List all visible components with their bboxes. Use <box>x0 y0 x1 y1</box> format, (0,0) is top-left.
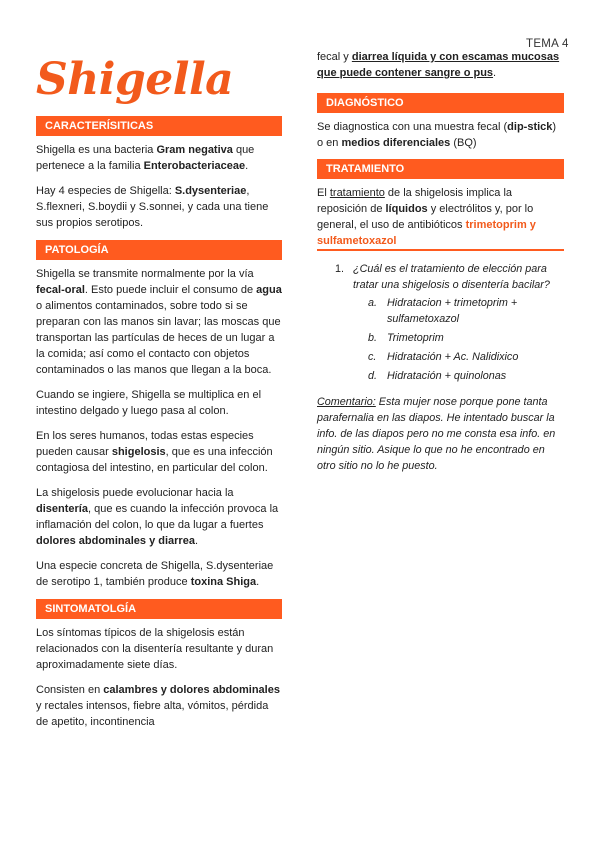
bold-text: shigelosis <box>111 446 166 458</box>
option-letter: d. <box>368 370 378 382</box>
section-patologia <box>36 240 282 590</box>
text-run: Hay 4 especies de Shigella: <box>36 185 175 197</box>
paragraph <box>36 183 282 231</box>
option-letter: b. <box>368 332 378 344</box>
paragraph <box>36 142 282 174</box>
answer-option <box>368 330 564 346</box>
answer-options <box>335 295 564 384</box>
bold-text: S.dysenteriae <box>174 185 247 197</box>
paragraph <box>36 428 282 476</box>
section-heading: CARACTERÍSITICAS <box>36 116 282 136</box>
text-run: ) o en <box>317 121 557 149</box>
paragraph <box>36 485 282 549</box>
paragraph <box>36 558 282 590</box>
option-text: Hidratación + quinolonas <box>387 370 507 382</box>
section-heading: PATOLOGÍA <box>36 240 282 260</box>
bold-text: Enterobacteriaceae <box>143 160 246 172</box>
section-caracteristicas <box>36 116 282 231</box>
paragraph <box>317 119 564 151</box>
text-run: En los seres humanos, todas estas especies pueden causar <box>36 430 254 458</box>
text-run: . Esto puede incluir el consumo de <box>84 284 257 296</box>
answer-option <box>368 349 564 365</box>
text-run: fecal y <box>317 51 352 63</box>
answer-option <box>368 295 564 327</box>
highlighted-text: trimetoprim y sulfametoxazol <box>317 219 536 247</box>
text-run: tratamiento <box>329 187 385 199</box>
option-letter: c. <box>368 351 377 363</box>
section-divider <box>317 249 564 251</box>
option-letter: a. <box>368 297 378 309</box>
right-column <box>317 49 564 483</box>
bold-text: disentería <box>36 503 88 515</box>
comment-text: Esta mujer nose porque pone tanta parafernalia en las diapos. He intentado buscar la info. de las diapos pero no me consta esa info. en ningún sitio. Asique lo que no he encontrado en otro sitio no lo he puesto. <box>317 396 556 472</box>
text-run: o alimentos contaminados, sobre todo si se preparan con las manos sin lavar; las moscas que transportan las partículas de heces de un lugar a la comida; así como el contacto con objetos contaminados o las manos que llegan a la boca. <box>36 300 281 376</box>
option-text: Trimetoprim <box>387 332 444 344</box>
section-heading: TRATAMIENTO <box>317 159 564 179</box>
bold-text: dolores abdominales y diarrea <box>36 535 195 547</box>
section-diagnostico <box>317 93 564 151</box>
text-run: . <box>245 160 249 172</box>
continuation-paragraph <box>317 49 564 81</box>
comment <box>317 394 564 474</box>
tema-label: TEMA 4 <box>526 38 569 50</box>
option-text: Hidratación + Ac. Nalidixico <box>387 351 519 363</box>
text-run: Una especie concreta de Shigella, S.dysenteriae de serotipo 1, también produce <box>36 560 274 588</box>
bold-text: medios diferenciales <box>341 137 451 149</box>
paragraph <box>317 185 564 249</box>
text-run: de la shigelosis implica la reposición de <box>317 187 513 215</box>
page-title: Shigella <box>36 54 234 105</box>
paragraph <box>36 625 282 673</box>
text-run: , que es una infección contagiosa del intestino, en particular del colon. <box>36 446 273 474</box>
bold-text: fecal-oral <box>36 284 85 296</box>
left-column <box>36 116 282 739</box>
text-run: Cuando se ingiere, Shigella se multiplica en el intestino delgado y luego pasa al colon. <box>36 389 262 417</box>
paragraph <box>36 682 282 730</box>
bold-text: dip-stick <box>507 121 553 133</box>
bold-text: agua <box>256 284 282 296</box>
text-run: y rectales intensos, fiebre alta, vómitos, pérdida de apetito, incontinencia <box>36 700 269 728</box>
text-run: Shigella es una bacteria <box>36 144 157 156</box>
bold-text: toxina Shiga <box>190 576 257 588</box>
section-heading: SINTOMATOLGÍA <box>36 599 282 619</box>
text-run: . <box>256 576 260 588</box>
text-run: Consisten en <box>36 684 104 696</box>
text-run: La shigelosis puede evolucionar hacia la <box>36 487 234 499</box>
question-text: ¿Cuál es el tratamiento de elección para tratar una shigelosis o disentería bacilar? <box>353 263 550 291</box>
bold-text: calambres y dolores abdominales <box>103 684 280 696</box>
text-run: Se diagnostica con una muestra fecal ( <box>317 121 508 133</box>
bold-text: líquidos <box>385 203 428 215</box>
section-heading: DIAGNÓSTICO <box>317 93 564 113</box>
text-run: El <box>317 187 330 199</box>
text-run: . <box>493 67 497 79</box>
text-run: , que es cuando la infección provoca la inflamación del colon, lo que da lugar a fuertes <box>36 503 279 531</box>
text-run: , S.flexneri, S.boydii y S.sonnei, y cada una tiene sus propios serotipos. <box>36 185 269 229</box>
comment-label: Comentario: <box>317 396 376 408</box>
question-block <box>317 261 564 384</box>
answer-option <box>368 368 564 384</box>
text-run: (BQ) <box>450 137 477 149</box>
option-text: Hidratacion + trimetoprim + sulfametoxazol <box>387 297 518 325</box>
bold-text: Gram negativa <box>156 144 233 156</box>
section-tratamiento <box>317 159 564 251</box>
text-run: y electrólitos y, por lo general, el uso de antibióticos <box>317 203 534 231</box>
question-number: 1. <box>335 263 345 275</box>
section-sintomatologia <box>36 599 282 730</box>
bold-text: diarrea líquida y con escamas mucosas que puede contener sangre o pus <box>317 51 560 79</box>
text-run: que pertenece a la familia <box>36 144 255 172</box>
paragraph <box>36 266 282 378</box>
text-run: Shigella se transmite normalmente por la vía <box>36 268 254 280</box>
paragraph <box>36 387 282 419</box>
text-run: . <box>194 535 199 547</box>
question <box>335 261 564 293</box>
text-run: Los síntomas típicos de la shigelosis están relacionados con la disentería resultante y duran aproximadamente siete días. <box>36 627 274 671</box>
